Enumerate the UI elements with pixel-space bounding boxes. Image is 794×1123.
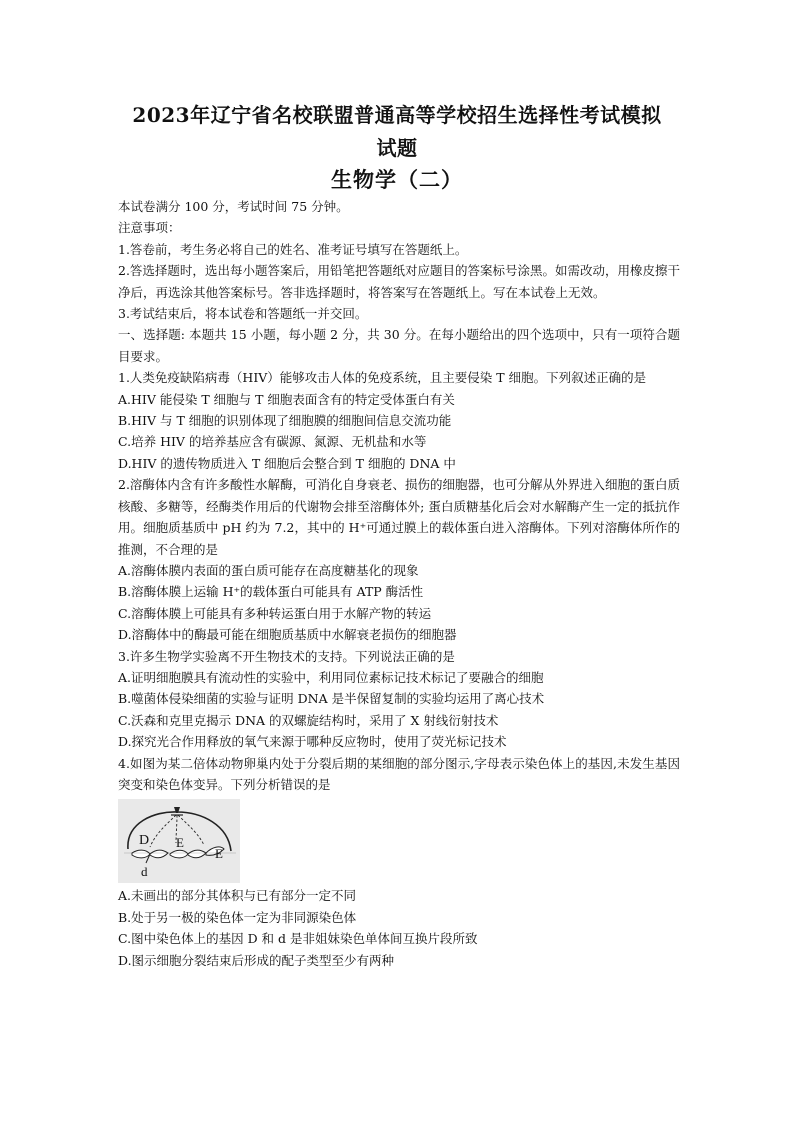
question-4-option-b: B.处于另一极的染色体一定为非同源染色体 — [118, 909, 357, 925]
note-2: 2.答选择题时，选出每小题答案后，用铅笔把答题纸对应题目的答案标号涂黑。如需改动，用橡皮擦干净后，再选涂其他答案标号。答非选择题时，将答案写在答题纸上。写在本试卷上无效。 — [118, 263, 680, 300]
question-1-option-d: D.HIV 的遗传物质进入 T 细胞后会整合到 T 细胞的 DNA 中 — [118, 455, 456, 471]
exam-title-continued: 试题 — [376, 136, 418, 160]
question-3-stem: 3.许多生物学实验离不开生物技术的支持。下列说法正确的是 — [118, 648, 455, 664]
question-4-option-d: D.图示细胞分裂结束后形成的配子类型至少有两种 — [118, 952, 395, 968]
question-2-option-c: C.溶酶体膜上可能具有多种转运蛋白用于水解产物的转运 — [118, 605, 432, 621]
question-4-stem: 4.如图为某二倍体动物卵巢内处于分裂后期的某细胞的部分图示,字母表示染色体上的基因,未发生基因突变和染色体变异。下列分析错误的是 — [118, 755, 680, 792]
question-1-option-a: A.HIV 能侵染 T 细胞与 T 细胞表面含有的特定受体蛋白有关 — [118, 391, 455, 407]
exam-title: 2023年辽宁省名校联盟普通高等学校招生选择性考试模拟 — [132, 103, 662, 127]
question-2-stem: 2.溶酶体内含有许多酸性水解酶，可消化自身衰老、损伤的细胞器，也可分解从外界进入细胞的蛋白质核酸、多糖等，经酶类作用后的代谢物会排至溶酶体外; 蛋白质糖基化后会对水解酶产生一定的抵抗作用。细胞质基质中 pH 约为 7.2，其中的 H⁺可通过膜上的载体蛋白进入溶酶体。下列对溶酶体所作的推测，不合理的是 — [118, 477, 680, 557]
note-1: 1.答卷前，考生务必将自己的姓名、准考证号填写在答题纸上。 — [118, 241, 468, 257]
question-2-option-d: D.溶酶体中的酶最可能在细胞质基质中水解衰老损伤的细胞器 — [118, 627, 457, 643]
question-3-option-c: C.沃森和克里克揭示 DNA 的双螺旋结构时，采用了 X 射线衍射技术 — [118, 712, 499, 728]
question-4-option-c: C.图中染色体上的基因 D 和 d 是非姐妹染色单体间互换片段所致 — [118, 931, 478, 947]
score-time-info: 本试卷满分 100 分，考试时间 75 分钟。 — [118, 199, 349, 214]
question-1-option-b: B.HIV 与 T 细胞的识别体现了细胞膜的细胞间信息交流功能 — [118, 413, 452, 429]
question-2-option-a: A.溶酶体膜内表面的蛋白质可能存在高度糖基化的现象 — [118, 562, 419, 578]
cell-division-figure — [118, 799, 240, 883]
section-heading: 一、选择题: 本题共 15 小题，每小题 2 分，共 30 分。在每小题给出的四个选项中，只有一项符合题目要求。 — [118, 327, 680, 364]
notes-heading: 注意事项： — [118, 220, 181, 236]
question-3-option-a: A.证明细胞膜具有流动性的实验中，利用同位素标记技术标记了要融合的细胞 — [118, 669, 544, 685]
gene-label-d-lower: d — [141, 864, 148, 880]
question-2-option-b: B.溶酶体膜上运输 H⁺的载体蛋白可能具有 ATP 酶活性 — [118, 584, 424, 600]
question-4-option-a: A.未画出的部分其体积与已有部分一定不同 — [118, 888, 357, 904]
gene-label-e-right: E — [215, 846, 223, 862]
gene-label-e-middle: E — [176, 835, 184, 851]
question-1-stem: 1.人类免疫缺陷病毒（HIV）能够攻击人体的免疫系统，且主要侵染 T 细胞。下列叙述正确的是 — [118, 370, 647, 386]
question-1-option-c: C.培养 HIV 的培养基应含有碳源、氮源、无机盐和水等 — [118, 434, 427, 450]
subject-title: 生物学（二） — [331, 167, 463, 192]
note-3: 3.考试结束后，将本试卷和答题纸一并交回。 — [118, 306, 368, 322]
gene-label-d-upper: D — [139, 833, 150, 849]
question-3-option-d: D.探究光合作用释放的氧气来源于哪种反应物时，使用了荧光标记技术 — [118, 734, 507, 750]
exam-body — [118, 196, 680, 971]
question-3-option-b: B.噬菌体侵染细菌的实验与证明 DNA 是半保留复制的实验均运用了离心技术 — [118, 691, 545, 707]
